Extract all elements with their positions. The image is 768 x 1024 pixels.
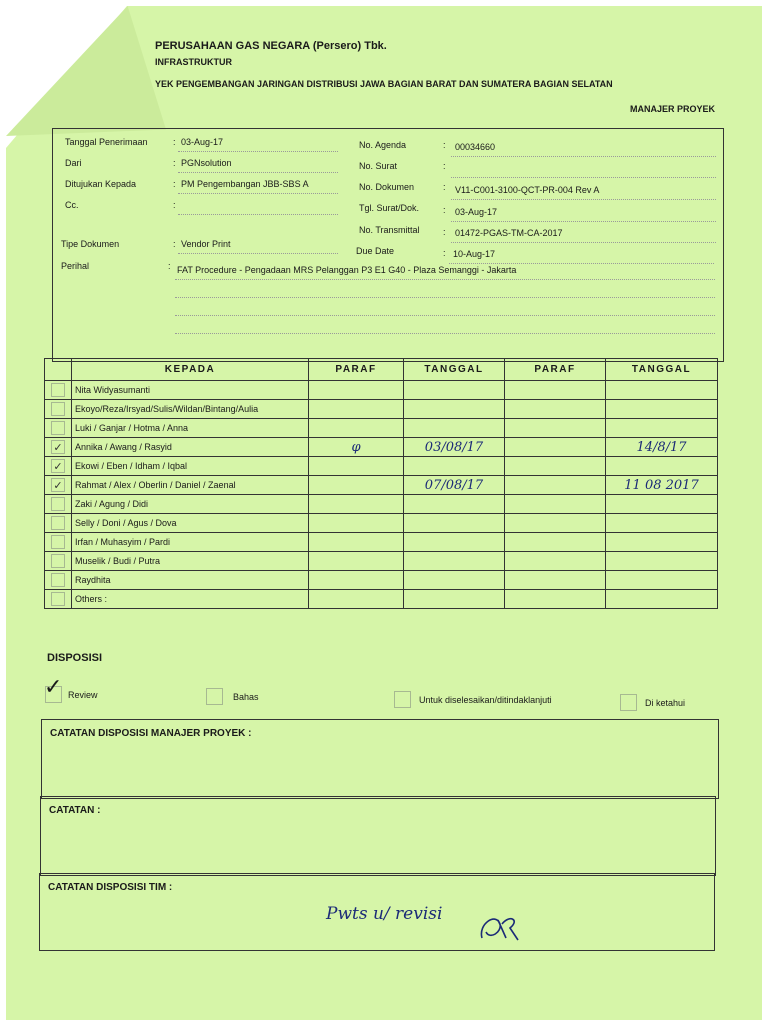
label-no-surat: No. Surat: [359, 161, 398, 171]
row-checkbox[interactable]: [45, 438, 72, 457]
cell-paraf-2: [505, 419, 606, 438]
table-row: [45, 590, 718, 609]
colon: :: [443, 205, 446, 215]
cell-paraf-2: [505, 476, 606, 495]
cell-tanggal-1: [404, 419, 505, 438]
cell-paraf-2: [505, 514, 606, 533]
cell-kepada: Irfan / Muhasyim / Pardi: [72, 533, 309, 552]
row-checkbox[interactable]: [45, 533, 72, 552]
cell-kepada: Ekowi / Eben / Idham / Iqbal: [72, 457, 309, 476]
label-no-agenda: No. Agenda: [359, 140, 407, 150]
label-tgl-surat: Tgl. Surat/Dok.: [359, 203, 420, 213]
cell-tanggal-1: [404, 514, 505, 533]
label-perihal: Perihal: [61, 261, 90, 271]
label-tipe-dokumen: Tipe Dokumen: [61, 239, 120, 249]
cell-kepada: Selly / Doni / Agus / Dova: [72, 514, 309, 533]
company-name: PERUSAHAAN GAS NEGARA (Persero) Tbk.: [155, 40, 387, 52]
colon: :: [443, 182, 446, 192]
checkbox[interactable]: [51, 440, 65, 454]
label-dari: Dari: [65, 158, 82, 168]
note-tim-box[interactable]: [39, 873, 715, 951]
cell-paraf-1: [309, 571, 404, 590]
cell-tanggal-1: [404, 552, 505, 571]
header-kepada: KEPADA: [72, 359, 309, 381]
table-row: [45, 457, 718, 476]
cell-paraf-2: [505, 552, 606, 571]
value-perihal: FAT Procedure - Pengadaan MRS Pelanggan P3 E1 G40 - Plaza Semanggi - Jakarta: [177, 265, 517, 275]
cell-tanggal-2: [606, 419, 718, 438]
row-checkbox[interactable]: [45, 400, 72, 419]
row-checkbox[interactable]: [45, 457, 72, 476]
cell-paraf-1: [309, 400, 404, 419]
tim-handwritten-note: Pwts u/ revisi: [326, 904, 443, 924]
cell-tanggal-1: [404, 533, 505, 552]
table-row: [45, 476, 718, 495]
cell-tanggal-1: [404, 457, 505, 476]
label-tanggal-penerimaan: Tanggal Penerimaan: [65, 137, 148, 147]
value-tgl-surat: 03-Aug-17: [455, 207, 498, 217]
signature-initials-icon: [476, 910, 522, 944]
label-due-date: Due Date: [356, 246, 395, 256]
checkbox[interactable]: [51, 478, 65, 492]
option-bahas[interactable]: [206, 688, 259, 705]
cell-paraf-2: [505, 533, 606, 552]
row-checkbox[interactable]: [45, 476, 72, 495]
cell-tanggal-2: [606, 400, 718, 419]
label-no-dokumen: No. Dokumen: [359, 182, 415, 192]
cell-tanggal-2: 14/8/17: [606, 438, 718, 457]
cell-kepada: Raydhita: [72, 571, 309, 590]
value-tipe-dokumen: Vendor Print: [181, 239, 231, 249]
check-mark: ✓: [53, 461, 63, 473]
role-title: MANAJER PROYEK: [630, 104, 716, 114]
document-info-box: [52, 128, 724, 362]
value-no-dokumen: V11-C001-3100-QCT-PR-004 Rev A: [455, 185, 600, 195]
cell-paraf-2: [505, 590, 606, 609]
cell-tanggal-2: [606, 381, 718, 400]
cell-kepada: Zaki / Agung / Didi: [72, 495, 309, 514]
colon: :: [173, 137, 176, 147]
option-diketahui-label: Di ketahui: [645, 697, 686, 708]
colon: :: [168, 261, 171, 271]
cell-tanggal-2: [606, 533, 718, 552]
cell-paraf-2: [505, 571, 606, 590]
cell-paraf-1: [309, 552, 404, 571]
table-row: [45, 400, 718, 419]
cell-tanggal-1: [404, 381, 505, 400]
row-checkbox[interactable]: [45, 552, 72, 571]
row-checkbox[interactable]: [45, 590, 72, 609]
cell-kepada: Nita Widyasumanti: [72, 381, 309, 400]
division-name: INFRASTRUKTUR: [155, 57, 232, 67]
note-tim-title: CATATAN DISPOSISI TIM :: [48, 882, 173, 893]
disposisi-title: DISPOSISI: [47, 652, 103, 664]
cell-tanggal-1: [404, 400, 505, 419]
cell-paraf-1: [309, 533, 404, 552]
table-row: [45, 381, 718, 400]
cell-tanggal-2: [606, 495, 718, 514]
cell-tanggal-2: 11 08 2017: [606, 476, 718, 495]
cell-paraf-1: φ: [309, 438, 404, 457]
colon: :: [443, 227, 446, 237]
cell-paraf-1: [309, 590, 404, 609]
colon: :: [173, 200, 176, 210]
table-row: [45, 571, 718, 590]
table-row: [45, 533, 718, 552]
check-mark: ✓: [53, 442, 63, 454]
header-paraf-1: PARAF: [309, 359, 404, 381]
colon: :: [443, 248, 446, 258]
cell-kepada: Others :: [72, 590, 309, 609]
cell-paraf-2: [505, 400, 606, 419]
value-tanggal-penerimaan: 03-Aug-17: [181, 137, 224, 147]
row-checkbox[interactable]: [45, 495, 72, 514]
cell-tanggal-2: [606, 571, 718, 590]
row-checkbox[interactable]: [45, 381, 72, 400]
cell-tanggal-1: 07/08/17: [404, 476, 505, 495]
checkbox[interactable]: [51, 459, 65, 473]
cell-tanggal-2: [606, 590, 718, 609]
distribution-table: [44, 358, 718, 609]
tindaklanjuti-checkbox[interactable]: [394, 691, 411, 708]
check-icon: ✓: [44, 675, 63, 700]
option-tindaklanjuti[interactable]: [394, 691, 552, 708]
cell-paraf-2: [505, 457, 606, 476]
option-bahas-label: Bahas: [233, 691, 259, 702]
cell-tanggal-2: [606, 457, 718, 476]
option-tindaklanjuti-label: Untuk diselesaikan/ditindaklanjuti: [419, 694, 552, 705]
cell-paraf-1: [309, 476, 404, 495]
label-cc: Cc.: [65, 200, 79, 210]
review-checkbox[interactable]: [44, 675, 63, 703]
cell-kepada: Luki / Ganjar / Hotma / Anna: [72, 419, 309, 438]
row-checkbox[interactable]: [45, 514, 72, 533]
note-manajer-title: CATATAN DISPOSISI MANAJER PROYEK :: [50, 728, 252, 739]
checkbox[interactable]: [51, 421, 65, 435]
checkbox[interactable]: [51, 573, 65, 587]
option-review-label: Review: [68, 689, 98, 700]
cell-kepada: Rahmat / Alex / Oberlin / Daniel / Zaenal: [72, 476, 309, 495]
cell-paraf-2: [505, 495, 606, 514]
cell-paraf-1: [309, 457, 404, 476]
colon: :: [443, 161, 446, 171]
checkbox[interactable]: [51, 402, 65, 416]
note-manajer-box[interactable]: [41, 719, 719, 799]
option-review[interactable]: [44, 675, 98, 703]
cell-paraf-2: [505, 438, 606, 457]
note-catatan-title: CATATAN :: [49, 805, 101, 816]
cell-kepada: Annika / Awang / Rasyid: [72, 438, 309, 457]
table-row: [45, 514, 718, 533]
table-row: [45, 419, 718, 438]
cell-paraf-1: [309, 381, 404, 400]
checkbox[interactable]: [51, 383, 65, 397]
checkbox[interactable]: [51, 592, 65, 606]
cell-paraf-1: [309, 514, 404, 533]
value-no-transmittal: 01472-PGAS-TM-CA-2017: [455, 228, 563, 238]
diketahui-checkbox[interactable]: [620, 694, 637, 711]
cell-kepada: Ekoyo/Reza/Irsyad/Sulis/Wildan/Bintang/Aulia: [72, 400, 309, 419]
cell-paraf-2: [505, 381, 606, 400]
row-checkbox[interactable]: [45, 419, 72, 438]
value-due-date: 10-Aug-17: [453, 249, 496, 259]
colon: :: [173, 239, 176, 249]
option-diketahui[interactable]: [620, 694, 685, 711]
checkbox-column-header: [45, 359, 72, 381]
header-paraf-2: PARAF: [505, 359, 606, 381]
table-row: [45, 552, 718, 571]
cell-tanggal-1: [404, 495, 505, 514]
checkbox[interactable]: [51, 497, 65, 511]
value-no-agenda: 00034660: [455, 142, 496, 152]
cell-tanggal-1: [404, 571, 505, 590]
cell-tanggal-2: [606, 552, 718, 571]
table-row: [45, 495, 718, 514]
row-checkbox[interactable]: [45, 571, 72, 590]
cell-paraf-1: [309, 495, 404, 514]
cell-tanggal-1: [404, 590, 505, 609]
label-no-transmittal: No. Transmittal: [359, 225, 420, 235]
bahas-checkbox[interactable]: [206, 688, 223, 705]
checkbox[interactable]: [51, 516, 65, 530]
cell-tanggal-2: [606, 514, 718, 533]
colon: :: [443, 140, 446, 150]
value-dari: PGNsolution: [181, 158, 232, 168]
header-tanggal-2: TANGGAL: [606, 359, 718, 381]
cell-kepada: Muselik / Budi / Putra: [72, 552, 309, 571]
checkbox[interactable]: [51, 554, 65, 568]
header-tanggal-1: TANGGAL: [404, 359, 505, 381]
value-ditujukan-kepada: PM Pengembangan JBB-SBS A: [181, 179, 309, 189]
colon: :: [173, 179, 176, 189]
check-mark: ✓: [53, 480, 63, 492]
colon: :: [173, 158, 176, 168]
cell-paraf-1: [309, 419, 404, 438]
cell-tanggal-1: 03/08/17: [404, 438, 505, 457]
project-name: YEK PENGEMBANGAN JARINGAN DISTRIBUSI JAWA BAGIAN BARAT DAN SUMATERA BAGIAN SELATAN: [155, 79, 613, 89]
table-row: [45, 438, 718, 457]
label-ditujukan-kepada: Ditujukan Kepada: [65, 179, 137, 189]
checkbox[interactable]: [51, 535, 65, 549]
note-catatan-box[interactable]: [40, 796, 716, 876]
